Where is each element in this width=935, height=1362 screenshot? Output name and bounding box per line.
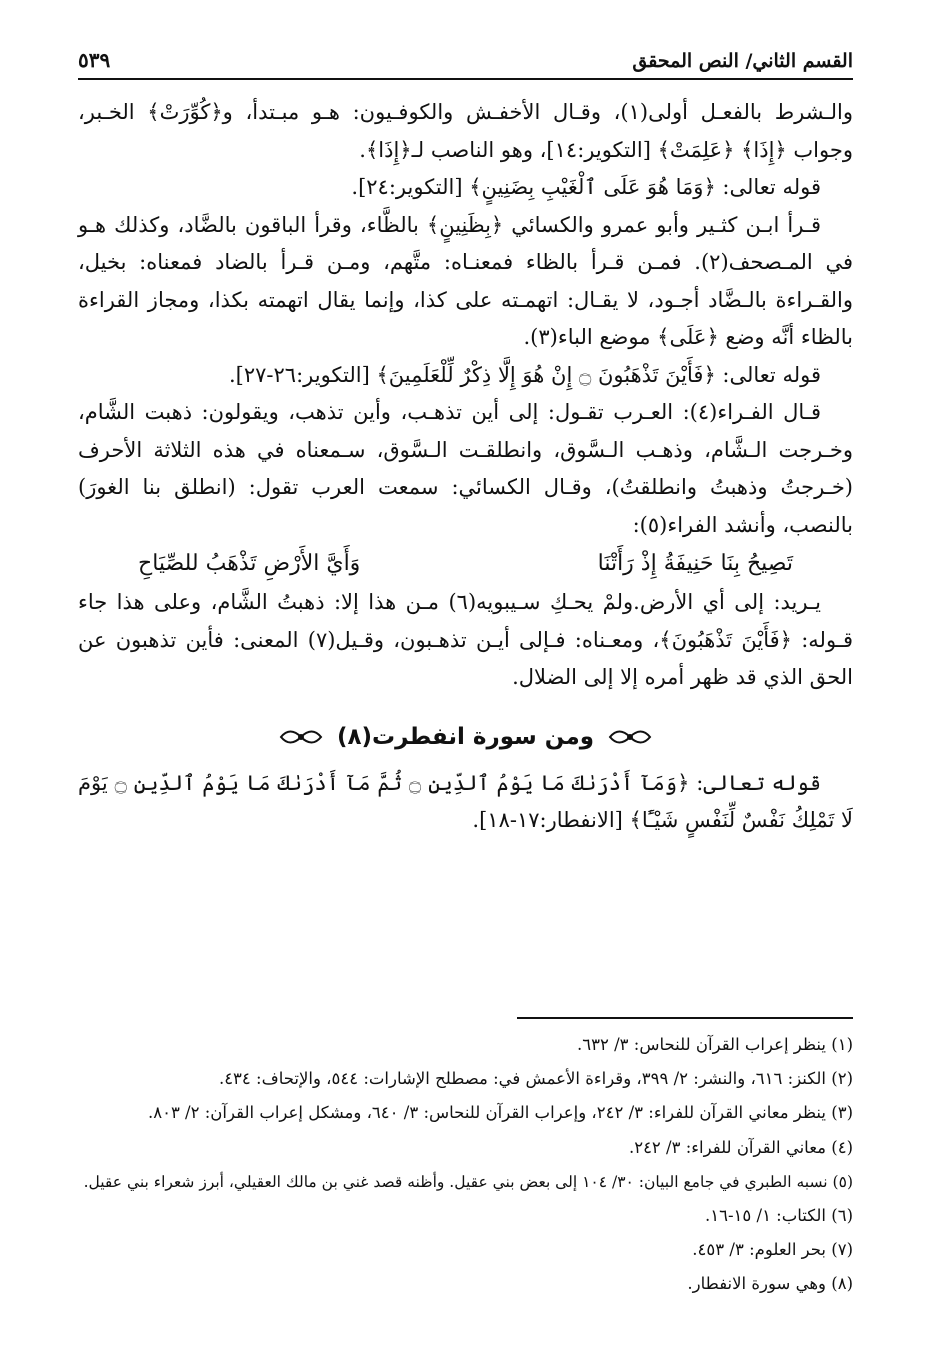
- section-title-text: ومن سورة انفطرت(٨): [336, 723, 595, 750]
- footnote: (٨) وهي سورة الانفطار.: [687, 1274, 853, 1294]
- paragraph-verse-quote: قوله تعالى: ﴿فَأَيْنَ تَذْهَبُونَ ۝ إِنْ هُوَ إِلَّا ذِكْرٌ لِّلْعَلَمِينَ﴾ [التكوير:٢٦-٢٧].: [228, 362, 821, 387]
- footnote: (٥) نسبه الطبري في جامع البيان: ٣٠/ ١٠٤ إلى بعض بني عقيل. وأظنه قصد غني بن مالك العقيلي، أبرز شعراء بني عقيل.: [83, 1172, 853, 1191]
- running-title: القسم الثاني/ النص المحقق: [632, 50, 853, 72]
- paragraph-verse-quote: قوله تعالى: ﴿وَمَآ أَدْرَىٰكَ مَا يَوْمُ ٱلدِّينِ ۝ ثُمَّ مَآ أَدْرَىٰكَ مَا يَوْمُ ٱلدِّينِ ۝ يَوْمَ لَا تَمْلِكُ نَفْسٌ لِّنَفْسٍ شَيْـًٔا﴾ [الانفطار:١٧-١٨].: [78, 770, 853, 832]
- poem-hemistich-first: تَصِيحُ بِنَا حَنِيفَةُ إِذْ رَأَتْنَا: [597, 551, 793, 576]
- footnote: (٤) معاني القرآن للفراء: ٣/ ٢٤٢.: [628, 1137, 853, 1157]
- ornament-icon: [608, 724, 652, 750]
- paragraph: قـال الفـراء(٤): العـرب تقـول: إلى أين تذهـب، وأين تذهب، ويقولون: ذهبت الشَّام، وخـرجت الـشَّام، وذهـب الـسَّوق، وانطلقـت الـسَّوق، سـمعناه في هذه الثلاثة الأحرف (خـرجتُ وذهبتُ وانطلقتُ)، وقـال الكسائي: سمعت العرب تقول: (انطلق بنا الغورَ) بالنصب، وأنشد الفراء(٥):: [78, 400, 853, 537]
- footnote: (١) ينظر إعراب القرآن للنحاس: ٣/ ٦٣٢.: [577, 1035, 853, 1054]
- paragraph: قـرأ ابـن كثـير وأبو عمرو والكسائي ﴿بِظَنِينٍ﴾ بالظَّاء، وقرأ الباقون بالضَّاد، وكذلك هـو في المـصحف(٢). فمـن قـرأ بالظاء فمعنـاه: متَّهم، ومـن قـرأ بالضاد فمعناه: بخيل، والقـراءة بالـضَّاد أجـود، لا يقـال: اتهمـته على كذا، وإنما يقال اتهمته بكذا، ومجاز القراءة بالظاء أنَّه وضع ﴿عَلَى﴾ موضع الباء(٣).: [78, 212, 853, 349]
- poem-hemistich-second: وَأَيَّ الأَرْضِ تَذْهَبُ للصِّيَاحِ: [138, 551, 361, 576]
- main-text: [78, 94, 853, 840]
- paragraph: والـشرط بالفعـل أولى(١)، وقـال الأخفـش والكوفـيون: هـو مبـتدأ، و﴿كُوِّرَتْ﴾ الخـبر، وجواب ﴿إِذَا﴾ ﴿عَلِمَتْ﴾ [التكوير:١٤]، وهو الناصب لـ﴿إِذَا﴾.: [78, 100, 854, 162]
- footnote: (٢) الكنز: ٦١٦، والنشر: ٢/ ٣٩٩، وقراءة الأعمش في: مصطلح الإشارات: ٥٤٤، والإتحاف: ٤٣٤.: [218, 1069, 853, 1089]
- paragraph: يـريد: إلى أي الأرض.ولمْ يحـكِ سـيبويه(٦) مـن هذا إلا: ذهبتُ الشَّام، وعلى هذا جاء قـوله: ﴿فَأَيْنَ تَذْهَبُونَ﴾، ومعـناه: فـإلى أيـن تذهـبون، وقـيل(٧) المعنى: فأين تذهبون عن الحق الذي قد ظهر أمره إلا إلى الضلال.: [78, 590, 853, 689]
- section-heading: [78, 715, 853, 759]
- poem-verse: [78, 544, 853, 584]
- footnote: (٧) بحر العلوم: ٣/ ٤٥٣.: [692, 1240, 853, 1260]
- footnote: (٣) ينظر معاني القرآن للفراء: ٣/ ٢٤٢، وإعراب القرآن للنحاس: ٣/ ٦٤٠، ومشكل إعراب القرآن: ٢/ ٨٠٣.: [147, 1103, 853, 1123]
- paragraph-verse-quote: قوله تعالى: ﴿وَمَا هُوَ عَلَى ٱلْغَيْبِ بِضَنِينٍ﴾ [التكوير:٢٤].: [351, 175, 821, 199]
- footnotes: [78, 1028, 853, 1302]
- running-header: [78, 36, 853, 80]
- page-number: ٥٣٩: [78, 48, 111, 72]
- footnote-divider: [517, 1017, 853, 1019]
- footnote: (٦) الكتاب: ١/ ١٥-١٦.: [704, 1206, 853, 1226]
- ornament-icon: [279, 724, 323, 750]
